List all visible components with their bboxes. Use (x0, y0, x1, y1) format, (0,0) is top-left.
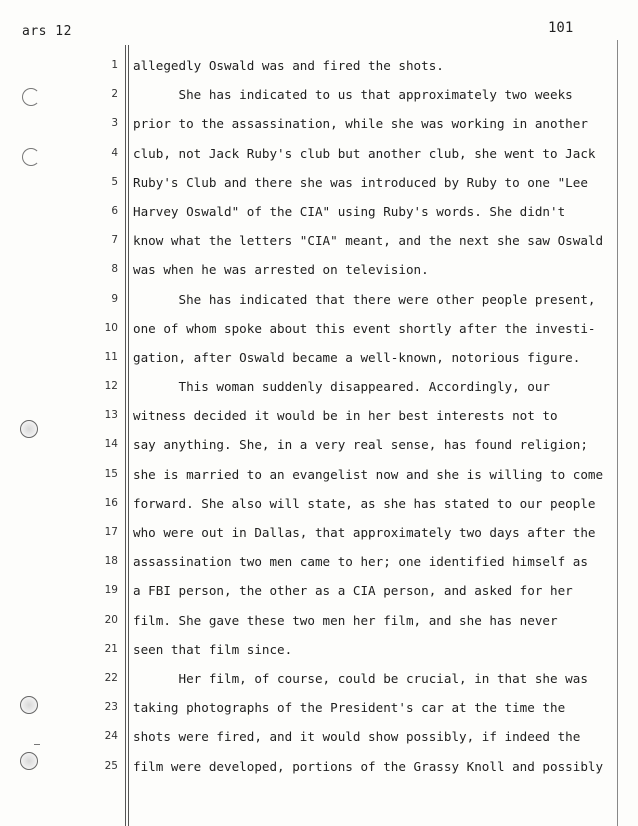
transcript-line: know what the letters "CIA" meant, and the next she saw Oswald (133, 233, 604, 249)
line-number: 1 (111, 59, 118, 71)
line-number: 15 (104, 467, 118, 480)
transcript-line: witness decided it would be in her best interests not to (133, 408, 558, 424)
transcript-line: prior to the assassination, while she was working in another (133, 116, 588, 132)
transcript-line: she is married to an evangelist now and she is willing to come (133, 466, 604, 482)
transcript-line: club, not Jack Ruby's club but another club, she went to Jack (133, 145, 596, 161)
transcript-line: taking photographs of the President's car at the time the (133, 700, 566, 716)
binder-hole-mark (20, 696, 38, 714)
transcript-line: who were out in Dallas, that approximately two days after the (133, 525, 596, 540)
line-number: 2 (111, 88, 118, 101)
line-number: 21 (104, 642, 118, 655)
line-number: 10 (104, 321, 118, 334)
transcript-line: allegedly Oswald was and fired the shots. (133, 58, 444, 73)
transcript-line: Her film, of course, could be crucial, in that she was (133, 670, 588, 686)
line-number: 17 (104, 526, 118, 538)
margin-tick (34, 744, 40, 745)
transcript-line: one of whom spoke about this event shortly after the investi- (133, 320, 596, 336)
left-margin-rule (125, 45, 129, 826)
binder-hole-mark (22, 88, 40, 106)
transcript-line: This woman suddenly disappeared. Accordingly, our (133, 379, 551, 395)
transcript-line: Harvey Oswald" of the CIA" using Ruby's words. She didn't (133, 203, 566, 219)
line-number: 12 (104, 380, 118, 393)
line-number: 6 (111, 204, 118, 217)
line-number: 8 (111, 263, 118, 276)
line-number: 19 (104, 584, 118, 597)
binder-hole-mark (20, 752, 38, 770)
line-number: 7 (111, 234, 118, 247)
transcript-line: was when he was arrested on television. (133, 262, 429, 278)
line-number: 24 (104, 730, 118, 743)
line-number: 5 (111, 175, 118, 188)
transcript-line: say anything. She, in a very real sense, has found religion; (133, 437, 588, 453)
transcript-body (133, 57, 613, 787)
line-number: 11 (104, 350, 118, 363)
line-number: 25 (104, 759, 118, 772)
line-number: 18 (104, 555, 118, 568)
line-number: 9 (111, 292, 118, 305)
transcript-line: gation, after Oswald became a well-known, notorious figure. (133, 349, 581, 365)
line-number: 23 (104, 701, 118, 714)
line-number: 16 (104, 496, 118, 509)
binder-hole-mark (22, 148, 40, 166)
transcript-line: a FBI person, the other as a CIA person, and asked for her (133, 583, 573, 599)
right-margin-rule (617, 40, 618, 826)
transcript-line: film. She gave these two men her film, and she has never (133, 612, 558, 628)
transcript-line: seen that film since. (133, 641, 293, 657)
line-number-column (92, 57, 118, 787)
transcript-line: She has indicated to us that approximately two weeks (133, 87, 573, 103)
transcript-line: assassination two men came to her; one identified himself as (133, 554, 588, 570)
line-number: 22 (104, 671, 118, 684)
binder-hole-mark (20, 420, 38, 438)
line-number: 14 (104, 438, 118, 451)
transcript-line: forward. She also will state, as she has stated to our people (133, 495, 596, 511)
line-number: 13 (104, 409, 118, 422)
transcript-line: shots were fired, and it would show possibly, if indeed the (133, 729, 581, 745)
line-number: 3 (111, 117, 118, 130)
page-number: 101 (548, 20, 574, 36)
transcript-line: film were developed, portions of the Grassy Knoll and possibly (133, 758, 604, 774)
transcript-line: Ruby's Club and there she was introduced by Ruby to one "Lee (133, 174, 588, 190)
document-header-code: ars 12 (22, 24, 72, 39)
line-number: 20 (104, 613, 118, 626)
line-number: 4 (111, 146, 118, 159)
transcript-line: She has indicated that there were other people present, (133, 291, 596, 307)
